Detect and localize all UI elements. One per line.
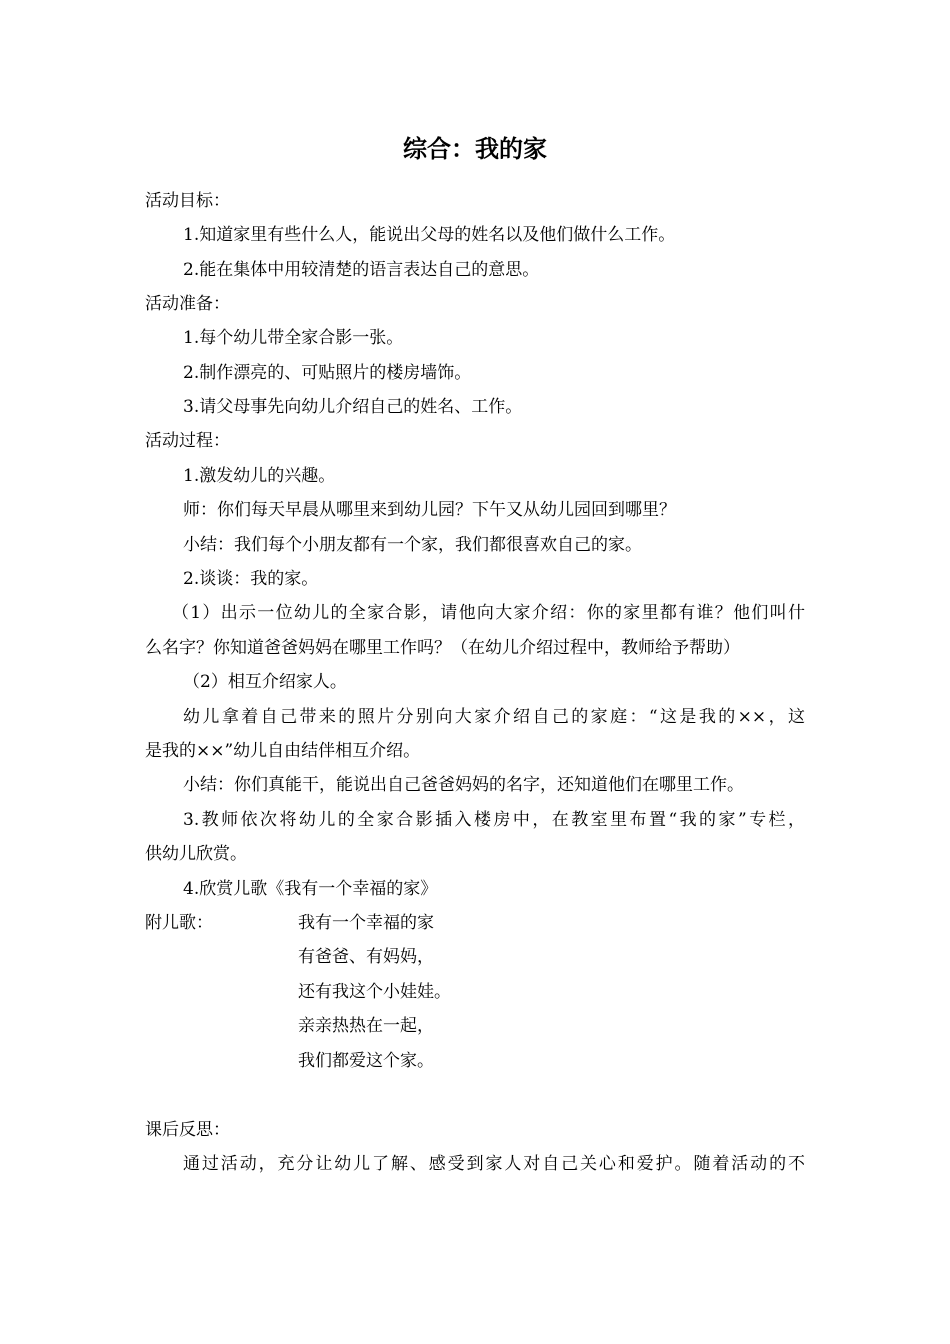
process-step-4: 4.欣赏儿歌《我有一个幸福的家》 [183,879,438,899]
poem-label: 附儿歌： [145,913,213,933]
poem-line-5: 我们都爱这个家。 [298,1051,434,1071]
reflection-text: 通过活动，充分让幼儿了解、感受到家人对自己关心和爱护。随着活动的不 [183,1154,805,1174]
section-heading-process: 活动过程： [145,431,230,451]
process-step-2: 2.谈谈：我的家。 [183,569,319,589]
poem-line-4: 亲亲热热在一起， [298,1016,434,1036]
page-title: 综合：我的家 [403,135,547,163]
process-step-3-line-1: 3.教师依次将幼儿的全家合影插入楼房中，在教室里布置“我的家”专栏， [183,810,805,830]
section-heading-prep: 活动准备： [145,294,230,314]
poem-line-1: 我有一个幸福的家 [298,913,434,933]
process-step-3-line-2: 供幼儿欣赏。 [145,844,247,864]
goal-item-2: 2.能在集体中用较清楚的语言表达自己的意思。 [183,260,540,280]
summary-1: 小结：我们每个小朋友都有一个家，我们都很喜欢自己的家。 [183,535,642,555]
sub-item-1-line-1: （1）出示一位幼儿的全家合影，请他向大家介绍：你的家里都有谁？他们叫什 [172,603,805,623]
sub-item-2: （2）相互介绍家人。 [183,672,347,692]
intro-line-2: 是我的××”幼儿自由结伴相互介绍。 [145,741,421,761]
intro-line-1: 幼儿拿着自己带来的照片分别向大家介绍自己的家庭：“这是我的××，这 [183,707,805,727]
summary-2: 小结：你们真能干，能说出自己爸爸妈妈的名字，还知道他们在哪里工作。 [183,775,744,795]
prep-item-1: 1.每个幼儿带全家合影一张。 [183,328,404,348]
section-heading-reflection: 课后反思： [145,1120,230,1140]
poem-line-3: 还有我这个小娃娃。 [298,982,451,1002]
sub-item-1-line-2: 么名字？你知道爸爸妈妈在哪里工作吗？（在幼儿介绍过程中，教师给予帮助） [145,638,740,658]
section-heading-goals: 活动目标： [145,191,230,211]
prep-item-2: 2.制作漂亮的、可贴照片的楼房墙饰。 [183,363,472,383]
process-step-1: 1.激发幼儿的兴趣。 [183,466,336,486]
teacher-question: 师：你们每天早晨从哪里来到幼儿园？下午又从幼儿园回到哪里？ [183,500,676,520]
poem-line-2: 有爸爸、有妈妈， [298,947,434,967]
goal-item-1: 1.知道家里有些什么人，能说出父母的姓名以及他们做什么工作。 [183,225,676,245]
prep-item-3: 3.请父母事先向幼儿介绍自己的姓名、工作。 [183,397,523,417]
